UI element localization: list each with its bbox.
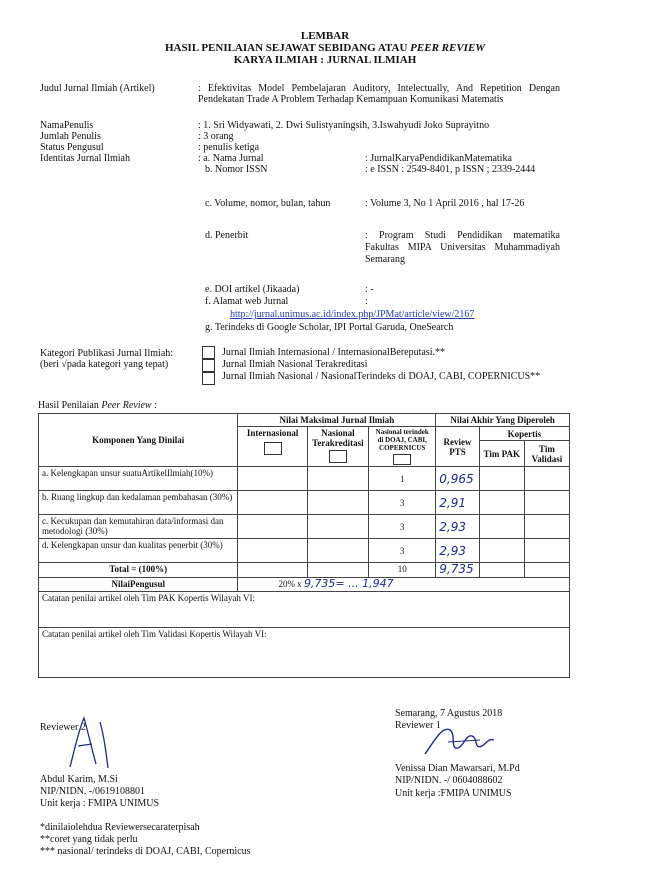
id-c-label: c. Volume, nomor, bulan, tahun <box>205 198 331 209</box>
table-row: b. Ruang lingkup dan kedalaman pembahasan (30%) 3 2,91 <box>39 491 570 515</box>
penulis-label: NamaPenulis <box>40 120 94 131</box>
footnote-2: **coret yang tidak perlu <box>40 834 138 845</box>
col-internasional: Internasional <box>238 427 307 467</box>
kategori-opt-2: Jurnal Ilmiah Nasional Terakreditasi <box>222 359 368 370</box>
checkbox-col-terindeks[interactable] <box>393 454 411 465</box>
id-a-label: : a. Nama Jurnal <box>198 153 264 164</box>
doc-title: LEMBAR <box>300 30 350 42</box>
footnote-1: *dinilaiolehdua Reviewersecaraterpisah <box>40 822 200 833</box>
review-table <box>38 413 570 678</box>
total-row: Total = (100%) 10 9,735 <box>39 563 570 578</box>
status-value: : penulis ketiga <box>198 142 260 153</box>
kategori-opt-1: Jurnal Ilmiah Internasional / InternasionalBereputasi.** <box>222 347 445 358</box>
col-kopertis: Kopertis <box>479 427 569 441</box>
table-row: a. Kelengkapan unsur suatuArtikelIlmiah(10%) 1 0,965 <box>39 467 570 491</box>
id-g-text: g. Terindeks di Google Scholar, IPI Portal Garuda, OneSearch <box>205 322 454 333</box>
reviewer-1-title: Reviewer 1 <box>395 720 441 731</box>
journal-url-link[interactable]: http://jurnal.unimus.ac.id/index.php/JPMat/article/view/2167 <box>230 309 475 320</box>
checkbox-col-nasional[interactable] <box>329 450 347 463</box>
id-b-value: : e ISSN : 2549-8401, p ISSN ; 2339-2444 <box>365 164 536 175</box>
id-d-label: d. Penerbit <box>205 230 249 241</box>
jumlah-label: Jumlah Penulis <box>40 131 101 142</box>
reviewer-1-name: Venissa Dian Mawarsari, M.Pd <box>395 763 520 774</box>
col-nasional: Nasional Terakreditasi <box>307 427 368 467</box>
col-nilai-akhir: Nilai Akhir Yang Diperoleh <box>436 414 570 427</box>
kategori-opt-3: Jurnal Ilmiah Nasional / NasionalTerindeks di DOAJ, CABI, COPERNICUS** <box>222 371 541 382</box>
checkbox-nasional-terindeks[interactable] <box>202 372 215 385</box>
nilai-pengusul-row: NilaiPengusul 20% x 9,735= ... 1,947 <box>39 578 570 592</box>
catatan-validasi-row: Catatan penilai artikel oleh Tim Validasi Kopertis Wilayah VI: <box>39 628 570 678</box>
kategori-label: Kategori Publikasi Jurnal Ilmiah: <box>40 348 174 359</box>
col-komponen: Komponen Yang Dinilai <box>39 414 238 467</box>
checkbox-nasional-terakreditasi[interactable] <box>202 359 215 372</box>
checkbox-internasional[interactable] <box>202 346 215 359</box>
col-nilai-max: Nilai Maksimal Jurnal Ilmiah <box>238 414 436 427</box>
status-label: Status Pengusul <box>40 142 104 153</box>
judul-value: : Efektivitas Model Pembelajaran Auditory, Intelectually, And Repetition Dengan Pendekatan Trade A Problem Terhadap Kemampuan Komunikasi Matematis <box>198 83 560 105</box>
doc-subtitle: HASIL PENILAIAN SEJAWAT SEBIDANG ATAU PEER REVIEW <box>164 42 486 54</box>
checkbox-col-internasional[interactable] <box>264 442 282 455</box>
col-tim-validasi: Tim Validasi <box>524 441 569 467</box>
id-d-value: : Program Studi Pendidikan matematika Fakultas MIPA Universitas Muhammadiyah Semarang <box>365 230 560 265</box>
identitas-label: Identitas Jurnal Ilmiah <box>40 153 130 164</box>
place-date: Semarang, 7 Agustus 2018 <box>395 708 503 719</box>
jumlah-value: : 3 orang <box>198 131 234 142</box>
col-tim-pak: Tim PAK <box>479 441 524 467</box>
reviewer-1-signature <box>420 720 500 760</box>
table-row: c. Kecukupan dan kemutahiran data/informasi dan metodologi (30%) 3 2,93 <box>39 515 570 539</box>
table-caption: Hasil Penilaian Peer Review : <box>38 400 157 411</box>
table-row: d. Kelengkapan unsur dan kualitas penerbit (30%) 3 2,93 <box>39 539 570 563</box>
id-f-value: : <box>365 296 368 307</box>
col-review-pts: Review PTS <box>436 427 479 467</box>
reviewer-2-signature <box>60 712 120 772</box>
reviewer-1-nip: NIP/NIDN. -/ 0604088602 <box>395 775 503 786</box>
judul-label: Judul Jurnal Ilmiah (Artikel) <box>40 83 155 94</box>
col-terindeks: Nasional terindek di DOAJ, CABI, COPERNICUS <box>369 427 436 467</box>
id-f-label: f. Alamat web Jurnal <box>205 296 289 307</box>
reviewer-2-nip: NIP/NIDN. -/0619108801 <box>40 786 145 797</box>
id-e-label: e. DOI artikel (Jikaada) <box>205 284 300 295</box>
footnote-3: *** nasional/ terindeks di DOAJ, CABI, Copernicus <box>40 846 251 857</box>
reviewer-1-unit: Unit kerja :FMIPA UNIMUS <box>395 788 512 799</box>
id-a-value: : JurnalKaryaPendidikanMatematika <box>365 153 512 164</box>
doc-subtitle-2: KARYA ILMIAH : JURNAL ILMIAH <box>233 54 417 66</box>
penulis-value: : 1. Sri Widyawati, 2. Dwi Sulistyaningsih, 3.Iswahyudi Joko Suprayitno <box>198 120 490 131</box>
reviewer-2-title: Reviewer 2 <box>40 722 86 733</box>
id-b-label: b. Nomor ISSN <box>205 164 268 175</box>
catatan-pak-row: Catatan penilai artikel oleh Tim PAK Kopertis Wilayah VI: <box>39 592 570 628</box>
id-c-value: : Volume 3, No 1 April 2016 , hal 17-26 <box>365 198 525 209</box>
kategori-hint: (beri √pada kategori yang tepat) <box>40 359 169 370</box>
reviewer-2-name: Abdul Karim, M.Si <box>40 774 118 785</box>
id-e-value: : - <box>365 284 374 295</box>
reviewer-2-unit: Unit kerja : FMIPA UNIMUS <box>40 798 160 809</box>
